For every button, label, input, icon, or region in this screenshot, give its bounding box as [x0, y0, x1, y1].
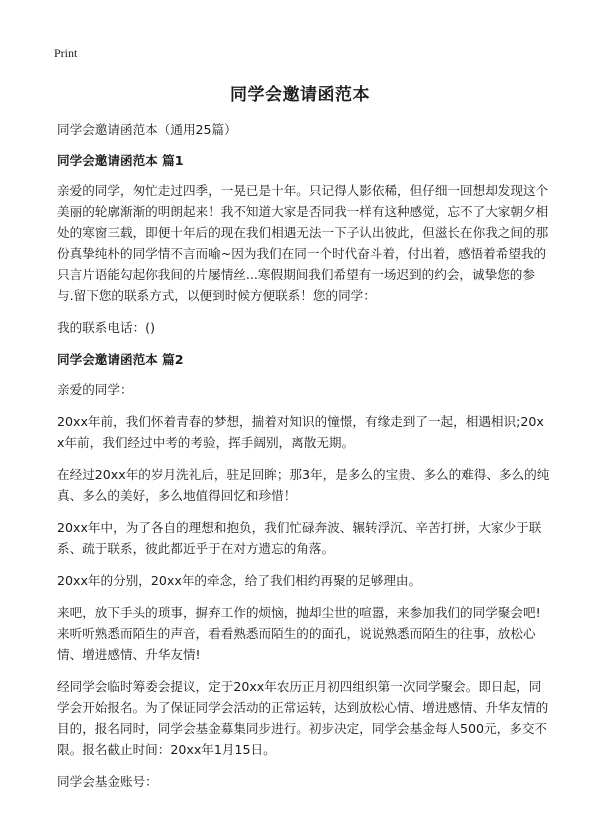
document-body	[57, 119, 551, 803]
greeting: 亲爱的同学：	[57, 382, 133, 397]
paragraph: 20xx年中，为了各自的理想和抱负，我们忙碌奔波、辗转浮沉、辛苦打拼，大家少于联系、疏于联系，彼此都近乎于在对方遗忘的角落。	[57, 520, 542, 556]
contact-phone-line: 我的联系电话：()	[57, 320, 155, 335]
document-subtitle: 同学会邀请函范本（通用25篇）	[57, 122, 237, 137]
document-title: 同学会邀请函范本	[230, 85, 370, 105]
paragraph: 20xx年前，我们怀着青春的梦想，揣着对知识的憧憬，有缘走到了一起，相遇相识;20xx年前，我们经过中考的考验，挥手阔别，离散无期。	[57, 414, 544, 450]
fund-account-line: 同学会基金账号：	[57, 774, 158, 789]
section-heading-1: 同学会邀请函范本 篇1	[57, 153, 184, 168]
paragraph: 20xx年的分别，20xx年的牵念，给了我们相约再聚的足够理由。	[57, 573, 422, 588]
paragraph: 来吧，放下手头的琐事，摒弃工作的烦恼，抛却尘世的喧嚣，来参加我们的同学聚会吧!来听听熟悉而陌生的声音，看看熟悉而陌生的的面孔，说说熟悉而陌生的往事，放松心情、增进感情、升华友情!	[57, 605, 541, 662]
paragraph: 在经过20xx年的岁月洗礼后，驻足回眸；那3年，是多么的宝贵、多么的难得、多么的纯真、多么的美好，多么地值得回忆和珍惜！	[57, 467, 550, 503]
paragraph: 亲爱的同学，匆忙走过四季，一晃已是十年。只记得人影依稀，但仔细一回想却发现这个美丽的轮廓渐渐的明朗起来！我不知道大家是否同我一样有这种感觉，忘不了大家朝夕相处的寒窗三载，即便十年后的现在我们相遇无法一下子认出彼此，但滋长在你我之间的那份真挚纯朴的同学情不言而喻~因为我们在同一个时代奋斗着，付出着，感悟着希望我的只言片语能勾起你我间的片屡情丝...寒假期间我们希望有一场迟到的约会，诚挚您的参与.留下您的联系方式，以便到时候方便联系！您的同学：	[57, 183, 549, 303]
section-heading-2: 同学会邀请函范本 篇2	[57, 352, 184, 367]
paragraph: 经同学会临时筹委会提议，定于20xx年农历正月初四组织第一次同学聚会。即日起，同学会开始报名。为了保证同学会活动的正常运转，达到放松心情、增进感情、升华友情的目的，报名同时，同学会基金募集同步进行。初步决定，同学会基金每人500元，多交不限。报名截止时间：20xx年1月15日。	[57, 679, 549, 757]
print-link[interactable]: Print	[54, 46, 78, 60]
